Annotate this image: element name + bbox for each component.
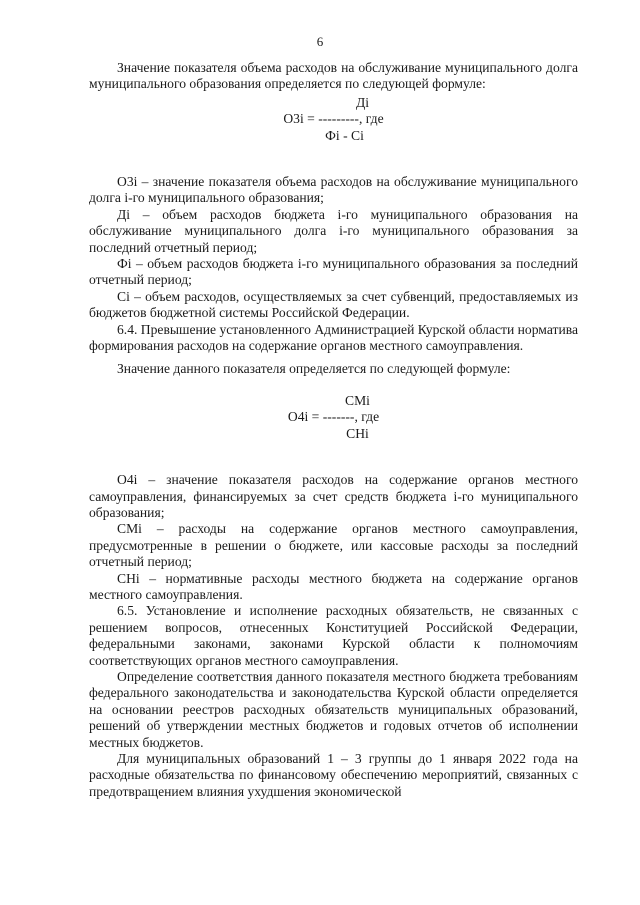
formula-denominator: Фi - Ci bbox=[325, 127, 364, 143]
formula-o4 bbox=[89, 393, 578, 442]
paragraph: О4i – значение показателя расходов на содержание органов местного самоуправления, финансируемых за счет средств бюджета i-го муниципального образования; bbox=[89, 472, 578, 520]
formula-tail: , где bbox=[358, 111, 384, 127]
formula-lhs: О3i = bbox=[283, 111, 319, 127]
paragraph: СНi – нормативные расходы местного бюджета на содержание органов местного самоуправления. bbox=[89, 570, 578, 602]
paragraph: О3i – значение показателя объема расходов на обслуживание муниципального долга i-го муниципального образования; bbox=[89, 174, 578, 206]
paragraph: 6.4. Превышение установленного Администрацией Курской области норматива формирования расходов на содержание органов местного самоуправления. bbox=[89, 321, 578, 354]
formula-o3 bbox=[89, 95, 578, 144]
page-number: 6 bbox=[316, 34, 324, 49]
formula-bar: ------- bbox=[322, 409, 355, 425]
paragraph: Значение данного показателя определяется по следующей формуле: bbox=[117, 360, 511, 376]
paragraph: 6.5. Установление и исполнение расходных обязательств, не связанных с решением вопросов, отнесенных Конституцией Российской Федерации, федеральными законами, законами Курской области к полномочиям соответствующих органов местного самоуправления. bbox=[89, 603, 578, 668]
paragraph: Значение показателя объема расходов на обслуживание муниципального долга муниципального образования определяется по следующей формуле: bbox=[89, 60, 578, 92]
formula-row bbox=[89, 111, 578, 127]
paragraph: Дi – объем расходов бюджета i-го муниципального образования на обслуживание муниципального долга i-го муниципального образования за последний отчетный период; bbox=[89, 206, 578, 255]
page-content bbox=[89, 60, 578, 800]
paragraph: Фi – объем расходов бюджета i-го муниципального образования за последний отчетный период; bbox=[89, 256, 578, 288]
paragraph: Определение соответствия данного показателя местного бюджета требованиям федерального законодательства и законодательства Курской области определяется на основании реестров расходных обязательств муниципальных образований, решений об утверждении местных бюджетов и годовых отчетов об исполнении местных бюджетов. bbox=[89, 669, 578, 750]
paragraph: Для муниципальных образований 1 – 3 группы до 1 января 2022 года на расходные обязательства по финансовому обеспечению мероприятий, связанных с предотвращением влияния ухудшения экономической bbox=[89, 751, 578, 799]
paragraph: СМi – расходы на содержание органов местного самоуправления, предусмотренные в решении о бюджете, или кассовые расходы за последний отчетный период; bbox=[89, 521, 578, 570]
formula-tail: , где bbox=[354, 409, 380, 425]
formula-lhs: О4i = bbox=[287, 409, 323, 425]
formula-bar: --------- bbox=[318, 111, 359, 127]
formula-row bbox=[89, 409, 578, 425]
formula-numerator: СМi bbox=[345, 392, 370, 408]
formula-numerator: Дi bbox=[355, 94, 370, 110]
formula-denominator: СНi bbox=[346, 425, 369, 441]
paragraph: Ci – объем расходов, осуществляемых за счет субвенций, предоставляемых из бюджетов бюджетной системы Российской Федерации. bbox=[89, 288, 578, 321]
